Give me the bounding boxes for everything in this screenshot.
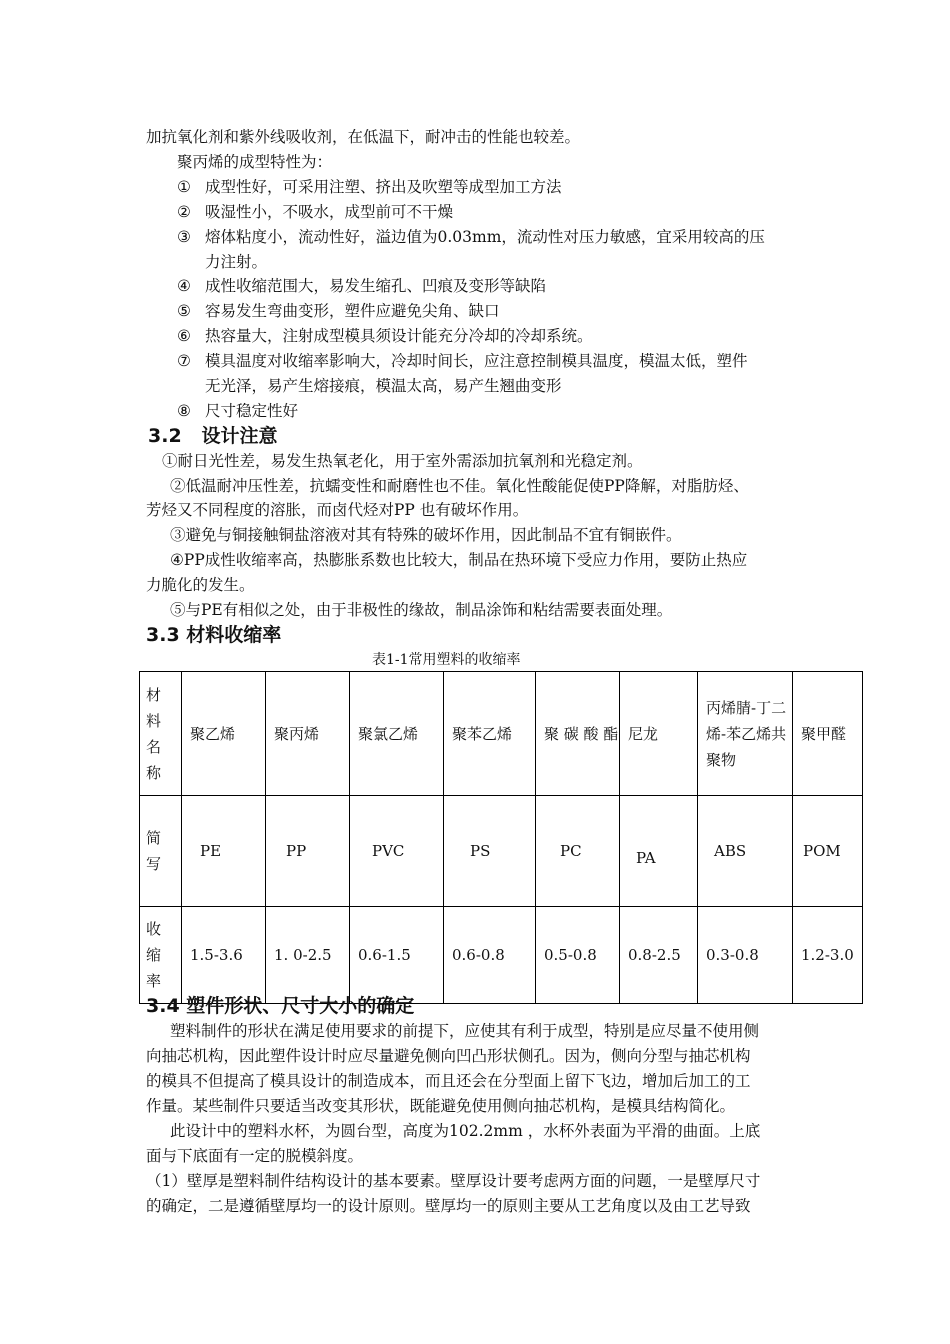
table-row — [140, 796, 863, 907]
body-line: 塑料制件的形状在满足使用要求的前提下，应使其有利于成型，特别是应尽量不使用侧 — [170, 1022, 760, 1040]
molding-intro: 聚丙烯的成型特性为： — [177, 153, 333, 171]
table-cell: 0.5-0.8 — [536, 907, 620, 1004]
design-note: ⑤与PE有相似之处，由于非极性的缘故，制品涂饰和粘结需要表面处理。 — [170, 601, 673, 619]
table-cell: 1.5-3.6 — [182, 907, 266, 1004]
table-caption: 表1-1常用塑料的收缩率 — [372, 652, 521, 668]
table-cell: 聚甲醛 — [793, 672, 863, 796]
list-item: ① 成型性好，可采用注塑、挤出及吹塑等成型加工方法 — [177, 178, 562, 196]
row-label-shrinkage: 收 缩 率 — [140, 907, 182, 1004]
list-item: ⑦ 模具温度对收缩率影响大，冷却时间长，应注意控制模具温度，模温太低，塑件 — [177, 352, 748, 370]
list-item-continuation: 力注射。 — [205, 253, 268, 271]
list-item: ⑤ 容易发生弯曲变形，塑件应避免尖角、缺口 — [177, 302, 500, 320]
row-label-abbr: 简 写 — [140, 796, 182, 907]
table-cell: 0.8-2.5 — [620, 907, 698, 1004]
table-cell: PC — [536, 796, 620, 907]
table-cell: 聚氯乙烯 — [350, 672, 444, 796]
table-cell: PE — [182, 796, 266, 907]
list-item: ② 吸湿性小，不吸水，成型前可不干燥 — [177, 203, 454, 221]
body-line: 作量。某些制件只要适当改变其形状，既能避免使用侧向抽芯机构，是模具结构简化。 — [146, 1097, 736, 1115]
table-row — [140, 907, 863, 1004]
body-line: 向抽芯机构，因此塑件设计时应尽量避免侧向凹凸形状侧孔。因为，侧向分型与抽芯机构 — [146, 1047, 751, 1065]
table-cell: 1. 0-2.5 — [266, 907, 350, 1004]
design-note: ②低温耐冲压性差，抗蠕变性和耐磨性也不佳。氧化性酸能促使PP降解，对脂肪烃、 — [170, 477, 749, 495]
body-line: 的确定，二是遵循壁厚均一的设计原则。壁厚均一的原则主要从工艺角度以及由工艺导致 — [146, 1197, 751, 1215]
table-cell: 0.6-0.8 — [444, 907, 536, 1004]
section-heading-3-4: 3.4 塑件形状、尺寸大小的确定 — [146, 995, 415, 1017]
design-note: ④PP成性收缩率高，热膨胀系数也比较大，制品在热环境下受应力作用，要防止热应 — [170, 551, 748, 569]
table-cell: POM — [793, 796, 863, 907]
body-line: 此设计中的塑料水杯，为圆台型，高度为102.2mm ，水杯外表面为平滑的曲面。上底 — [170, 1122, 761, 1140]
list-item: ③ 熔体粘度小，流动性好，溢边值为0.03mm，流动性对压力敏感，宜采用较高的压 — [177, 228, 765, 246]
body-line: 的模具不但提高了模具设计的制造成本，而且还会在分型面上留下飞边，增加后加工的工 — [146, 1072, 751, 1090]
design-note: 力脆化的发生。 — [146, 576, 255, 594]
design-note: 芳烃又不同程度的溶胀，而卤代烃对PP 也有破坏作用。 — [146, 501, 529, 519]
table-cell: PP — [266, 796, 350, 907]
intro-line: 加抗氧化剂和紫外线吸收剂，在低温下，耐冲击的性能也较差。 — [146, 128, 581, 146]
table-cell: 尼龙 — [620, 672, 698, 796]
table-cell: 聚乙烯 — [182, 672, 266, 796]
list-item-continuation: 无光泽，易产生熔接痕，模温太高，易产生翘曲变形 — [205, 377, 562, 395]
table-cell: PA — [620, 796, 698, 907]
shrinkage-table — [139, 671, 863, 1004]
list-item: ④ 成性收缩范围大，易发生缩孔、凹痕及变形等缺陷 — [177, 277, 547, 295]
table-cell: PS — [444, 796, 536, 907]
table-cell: 聚丙烯 — [266, 672, 350, 796]
table-cell: 0.3-0.8 — [698, 907, 793, 1004]
section-heading-3-2: 3.2 设计注意 — [148, 425, 278, 447]
design-note: ①耐日光性差，易发生热氧老化，用于室外需添加抗氧剂和光稳定剂。 — [162, 452, 643, 470]
table-row — [140, 672, 863, 796]
body-line: （1）壁厚是塑料制件结构设计的基本要素。壁厚设计要考虑两方面的问题，一是壁厚尺寸 — [146, 1172, 761, 1190]
design-note: ③避免与铜接触铜盐溶液对其有特殊的破坏作用，因此制品不宜有铜嵌件。 — [170, 526, 682, 544]
section-heading-3-3: 3.3 材料收缩率 — [146, 624, 282, 646]
table-cell: ABS — [698, 796, 793, 907]
table-cell: 丙烯腈-丁二烯-苯乙烯共聚物 — [698, 672, 793, 796]
row-label-material: 材 料 名 称 — [140, 672, 182, 796]
table-cell: PVC — [350, 796, 444, 907]
table-cell: 0.6-1.5 — [350, 907, 444, 1004]
list-item: ⑧ 尺寸稳定性好 — [177, 402, 299, 420]
body-line: 面与下底面有一定的脱模斜度。 — [146, 1147, 364, 1165]
list-item: ⑥ 热容量大，注射成型模具须设计能充分冷却的冷却系统。 — [177, 327, 593, 345]
table-cell: 聚 碳 酸 酯 — [536, 672, 620, 796]
table-cell: 1.2-3.0 — [793, 907, 863, 1004]
table-cell: 聚苯乙烯 — [444, 672, 536, 796]
